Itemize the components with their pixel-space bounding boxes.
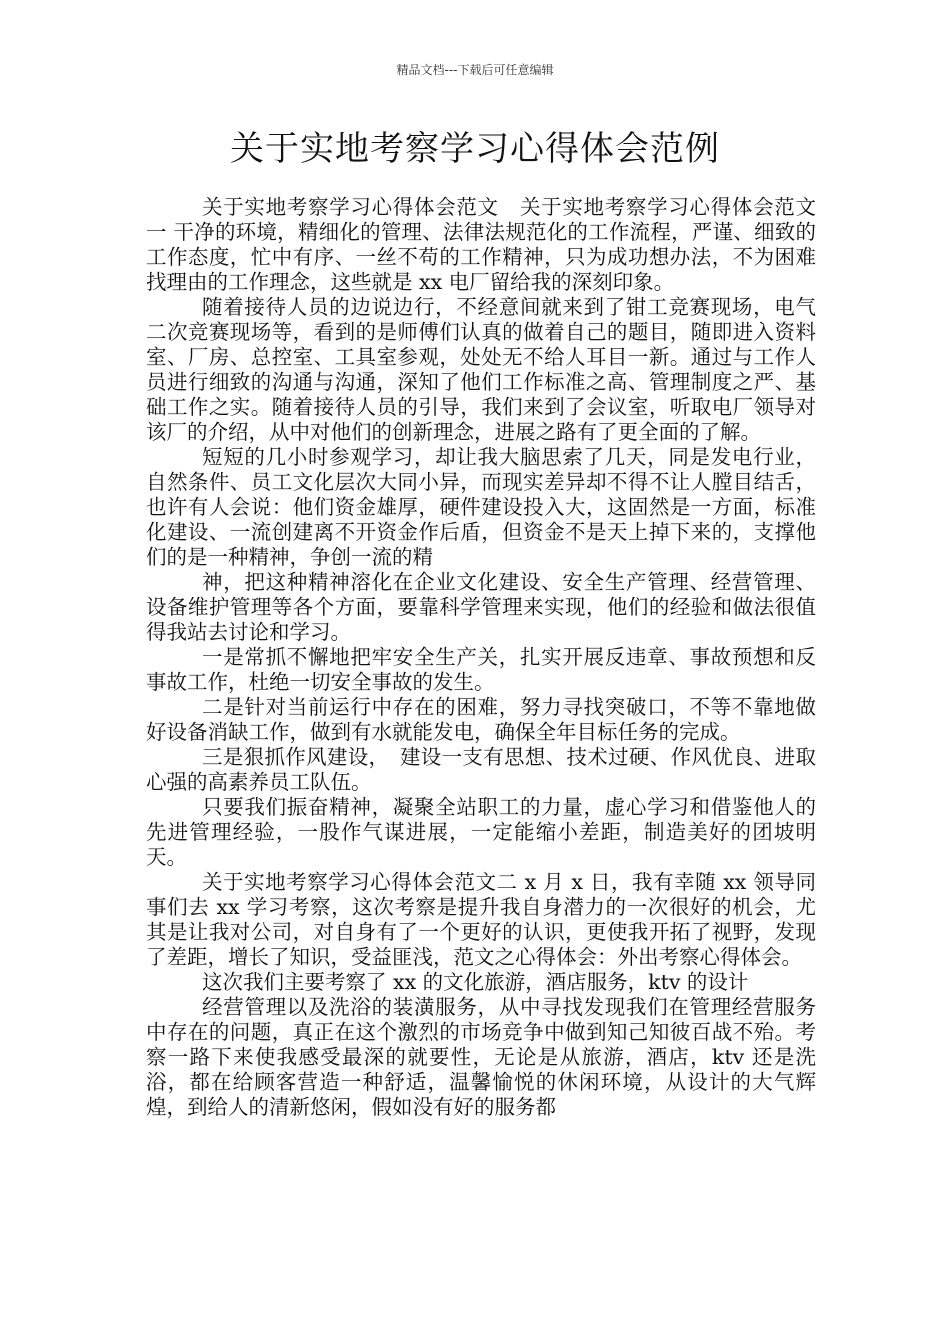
- document-body: [146, 195, 816, 1120]
- header-note: 精品文档---下载后可任意编辑: [396, 63, 554, 77]
- paragraph: 关于实地考察学习心得体会范文 关于实地考察学习心得体会范文一 干净的环境，精细化的管理、法律法规范化的工作流程，严谨、细致的工作态度，忙中有序、一丝不苟的工作精神，只为成功想办法，不为困难找理由的工作理念，这些就是 xx 电厂留给我的深刻印象。: [146, 195, 816, 294]
- paragraph: 短短的几小时参观学习，却让我大脑思索了几天，同是发电行业，自然条件、员工文化层次大同小异，而现实差异却不得不让人膛目结舌，也许有人会说：他们资金雄厚，硬件建设投入大，这固然是一方面，标准化建设、一流创建离不开资金作后盾，但资金不是天上掉下来的，支撑他们的是一种精神，争创一流的精: [146, 445, 816, 569]
- paragraph: 三是狠抓作风建设， 建设一支有思想、技术过硬、作风优良、进取心强的高素养员工队伍。: [146, 745, 816, 794]
- paragraph: 一是常抓不懈地把牢安全生产关，扎实开展反违章、事故预想和反事故工作，杜绝一切安全事故的发生。: [146, 645, 816, 694]
- paragraph: 只要我们振奋精神，凝聚全站职工的力量，虚心学习和借鉴他人的先进管理经验，一股作气谋进展，一定能缩小差距，制造美好的团坡明天。: [146, 795, 816, 869]
- paragraph: 经营管理以及洗浴的装潢服务，从中寻找发现我们在管理经营服务中存在的问题，真正在这个激烈的市场竞争中做到知己知彼百战不殆。考察一路下来使我感受最深的就要性，无论是从旅游，酒店，ktv 还是洗浴，都在给顾客营造一种舒适，温馨愉悦的休闲环境，从设计的大气辉煌，到给人的清新悠闲，假如没有好的服务都: [146, 995, 816, 1119]
- paragraph: 随着接待人员的边说边行，不经意间就来到了钳工竞赛现场，电气二次竞赛现场等，看到的是师傅们认真的做着自己的题目，随即进入资料室、厂房、总控室、工具室参观，处处无不给人耳目一新。通过与工作人员进行细致的沟通与沟通，深知了他们工作标准之高、管理制度之严、基础工作之实。随着接待人员的引导，我们来到了会议室，听取电厂领导对该厂的介绍，从中对他们的创新理念，进展之路有了更全面的了解。: [146, 295, 816, 444]
- paragraph: 二是针对当前运行中存在的困难，努力寻找突破口，不等不靠地做好设备消缺工作，做到有水就能发电，确保全年目标任务的完成。: [146, 695, 816, 744]
- paragraph: 神，把这种精神溶化在企业文化建设、安全生产管理、经营管理、设备维护管理等各个方面，要靠科学管理来实现，他们的经验和做法很值得我站去讨论和学习。: [146, 570, 816, 644]
- document-title: 关于实地考察学习心得体会范例: [230, 129, 720, 169]
- paragraph: 这次我们主要考察了 xx 的文化旅游，酒店服务，ktv 的设计: [202, 970, 749, 994]
- paragraph: 关于实地考察学习心得体会范文二 x 月 x 日，我有幸随 xx 领导同事们去 xx 学习考察，这次考察是提升我自身潜力的一次很好的机会，尤其是让我对公司，对自身有了一个更好的认识，更使我开拓了视野，发现了差距，增长了知识，受益匪浅，范文之心得体会：外出考察心得体会。: [146, 870, 816, 969]
